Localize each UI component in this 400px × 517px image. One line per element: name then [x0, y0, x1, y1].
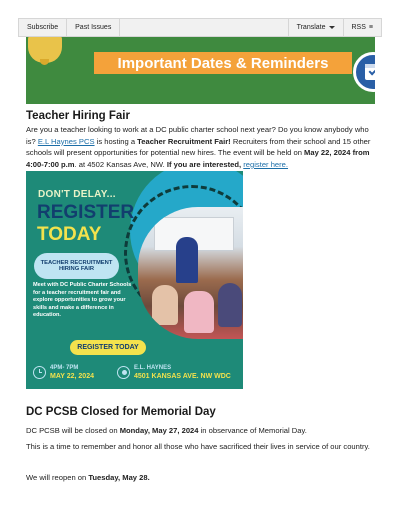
teacher-figure	[176, 237, 198, 283]
flyer-venue: E.L. HAYNES	[134, 365, 172, 371]
hiring-fair-heading: Teacher Hiring Fair	[26, 110, 130, 122]
memorial-line-2: This is a time to remember and honor all those who have sacrificed their lives in service of our country.	[26, 442, 370, 451]
text-segment: is hosting a	[94, 136, 138, 146]
student-figure	[184, 291, 214, 333]
calendar-check-icon	[353, 52, 375, 92]
flyer-description: Meet with DC Public Charter Schools for a teacher recruitment fair and explore opportunities to grow your skills and make a difference in education.	[33, 282, 132, 319]
past-issues-label: Past Issues	[75, 24, 112, 31]
flyer-event-pill	[34, 253, 119, 279]
hiring-fair-paragraph	[26, 124, 378, 170]
memorial-line-3	[26, 472, 378, 484]
nav-spacer	[120, 19, 287, 36]
past-issues-link[interactable]	[67, 19, 120, 36]
classroom-photo	[138, 207, 243, 339]
pill-line-1: TEACHER RECRUITMENT	[40, 260, 113, 266]
rss-icon: ≡	[368, 24, 373, 31]
rss-link[interactable]	[343, 19, 382, 36]
closure-date-bold: Monday, May 27, 2024	[119, 426, 199, 435]
dates-banner	[26, 37, 375, 104]
rss-label: RSS	[351, 24, 366, 31]
flyer-address: 4501 KANSAS AVE. NW WDC	[134, 373, 231, 380]
flyer-register: REGISTER	[37, 202, 135, 223]
el-haynes-link[interactable]: E.L Haynes PCS	[37, 136, 95, 146]
translate-dropdown[interactable]	[288, 19, 343, 36]
flyer-time: 4PM- 7PM	[50, 365, 79, 371]
memorial-heading: DC PCSB Closed for Memorial Day	[26, 406, 216, 418]
interest-bold: If you are interested,	[166, 159, 242, 169]
flyer-register-today-badge: REGISTER TODAY	[70, 340, 146, 355]
flyer-footer	[26, 361, 243, 389]
subscribe-label: Subscribe	[27, 24, 59, 31]
subscribe-link[interactable]	[19, 19, 67, 36]
bell-clapper-icon	[40, 59, 49, 65]
top-nav-bar	[18, 18, 382, 37]
event-name-bold: Teacher Recruitment Fair!	[137, 136, 231, 146]
text-segment: Recruiters from their school and 15 other schools will present opportunities for potential new hires. The event will be held on	[26, 136, 371, 158]
pill-line-2: HIRING FAIR	[58, 266, 95, 272]
flyer-date: MAY 22, 2024	[50, 373, 94, 380]
text-segment: DC PCSB will be closed on	[26, 426, 120, 435]
banner-title-box	[94, 52, 352, 74]
reopen-date-bold: Tuesday, May 28.	[88, 473, 150, 482]
event-date-bold: May 22, 2024 from 4:00-7:00 p.m	[26, 148, 370, 169]
recruitment-fair-flyer[interactable]	[26, 171, 243, 389]
banner-title: Important Dates & Reminders	[117, 54, 329, 72]
student-figure	[152, 285, 178, 325]
clock-icon	[33, 366, 46, 379]
translate-label: Translate	[296, 24, 326, 31]
text-segment: . at 4502 Kansas Ave, NW.	[74, 159, 167, 169]
text-segment: in observance of Memorial Day.	[198, 426, 307, 435]
text-segment: Are you a teacher looking to work at a DC public charter school next year? Do you know anybody who is?	[26, 125, 369, 146]
student-figure	[218, 283, 242, 327]
flyer-dont-delay: DON'T DELAY...	[38, 189, 116, 200]
flyer-today: TODAY	[37, 224, 102, 245]
register-here-link[interactable]: register here.	[243, 159, 289, 169]
text-segment: We will reopen on	[26, 473, 89, 482]
location-pin-icon	[117, 366, 130, 379]
caret-down-icon	[329, 26, 335, 29]
memorial-line-1	[26, 425, 378, 437]
